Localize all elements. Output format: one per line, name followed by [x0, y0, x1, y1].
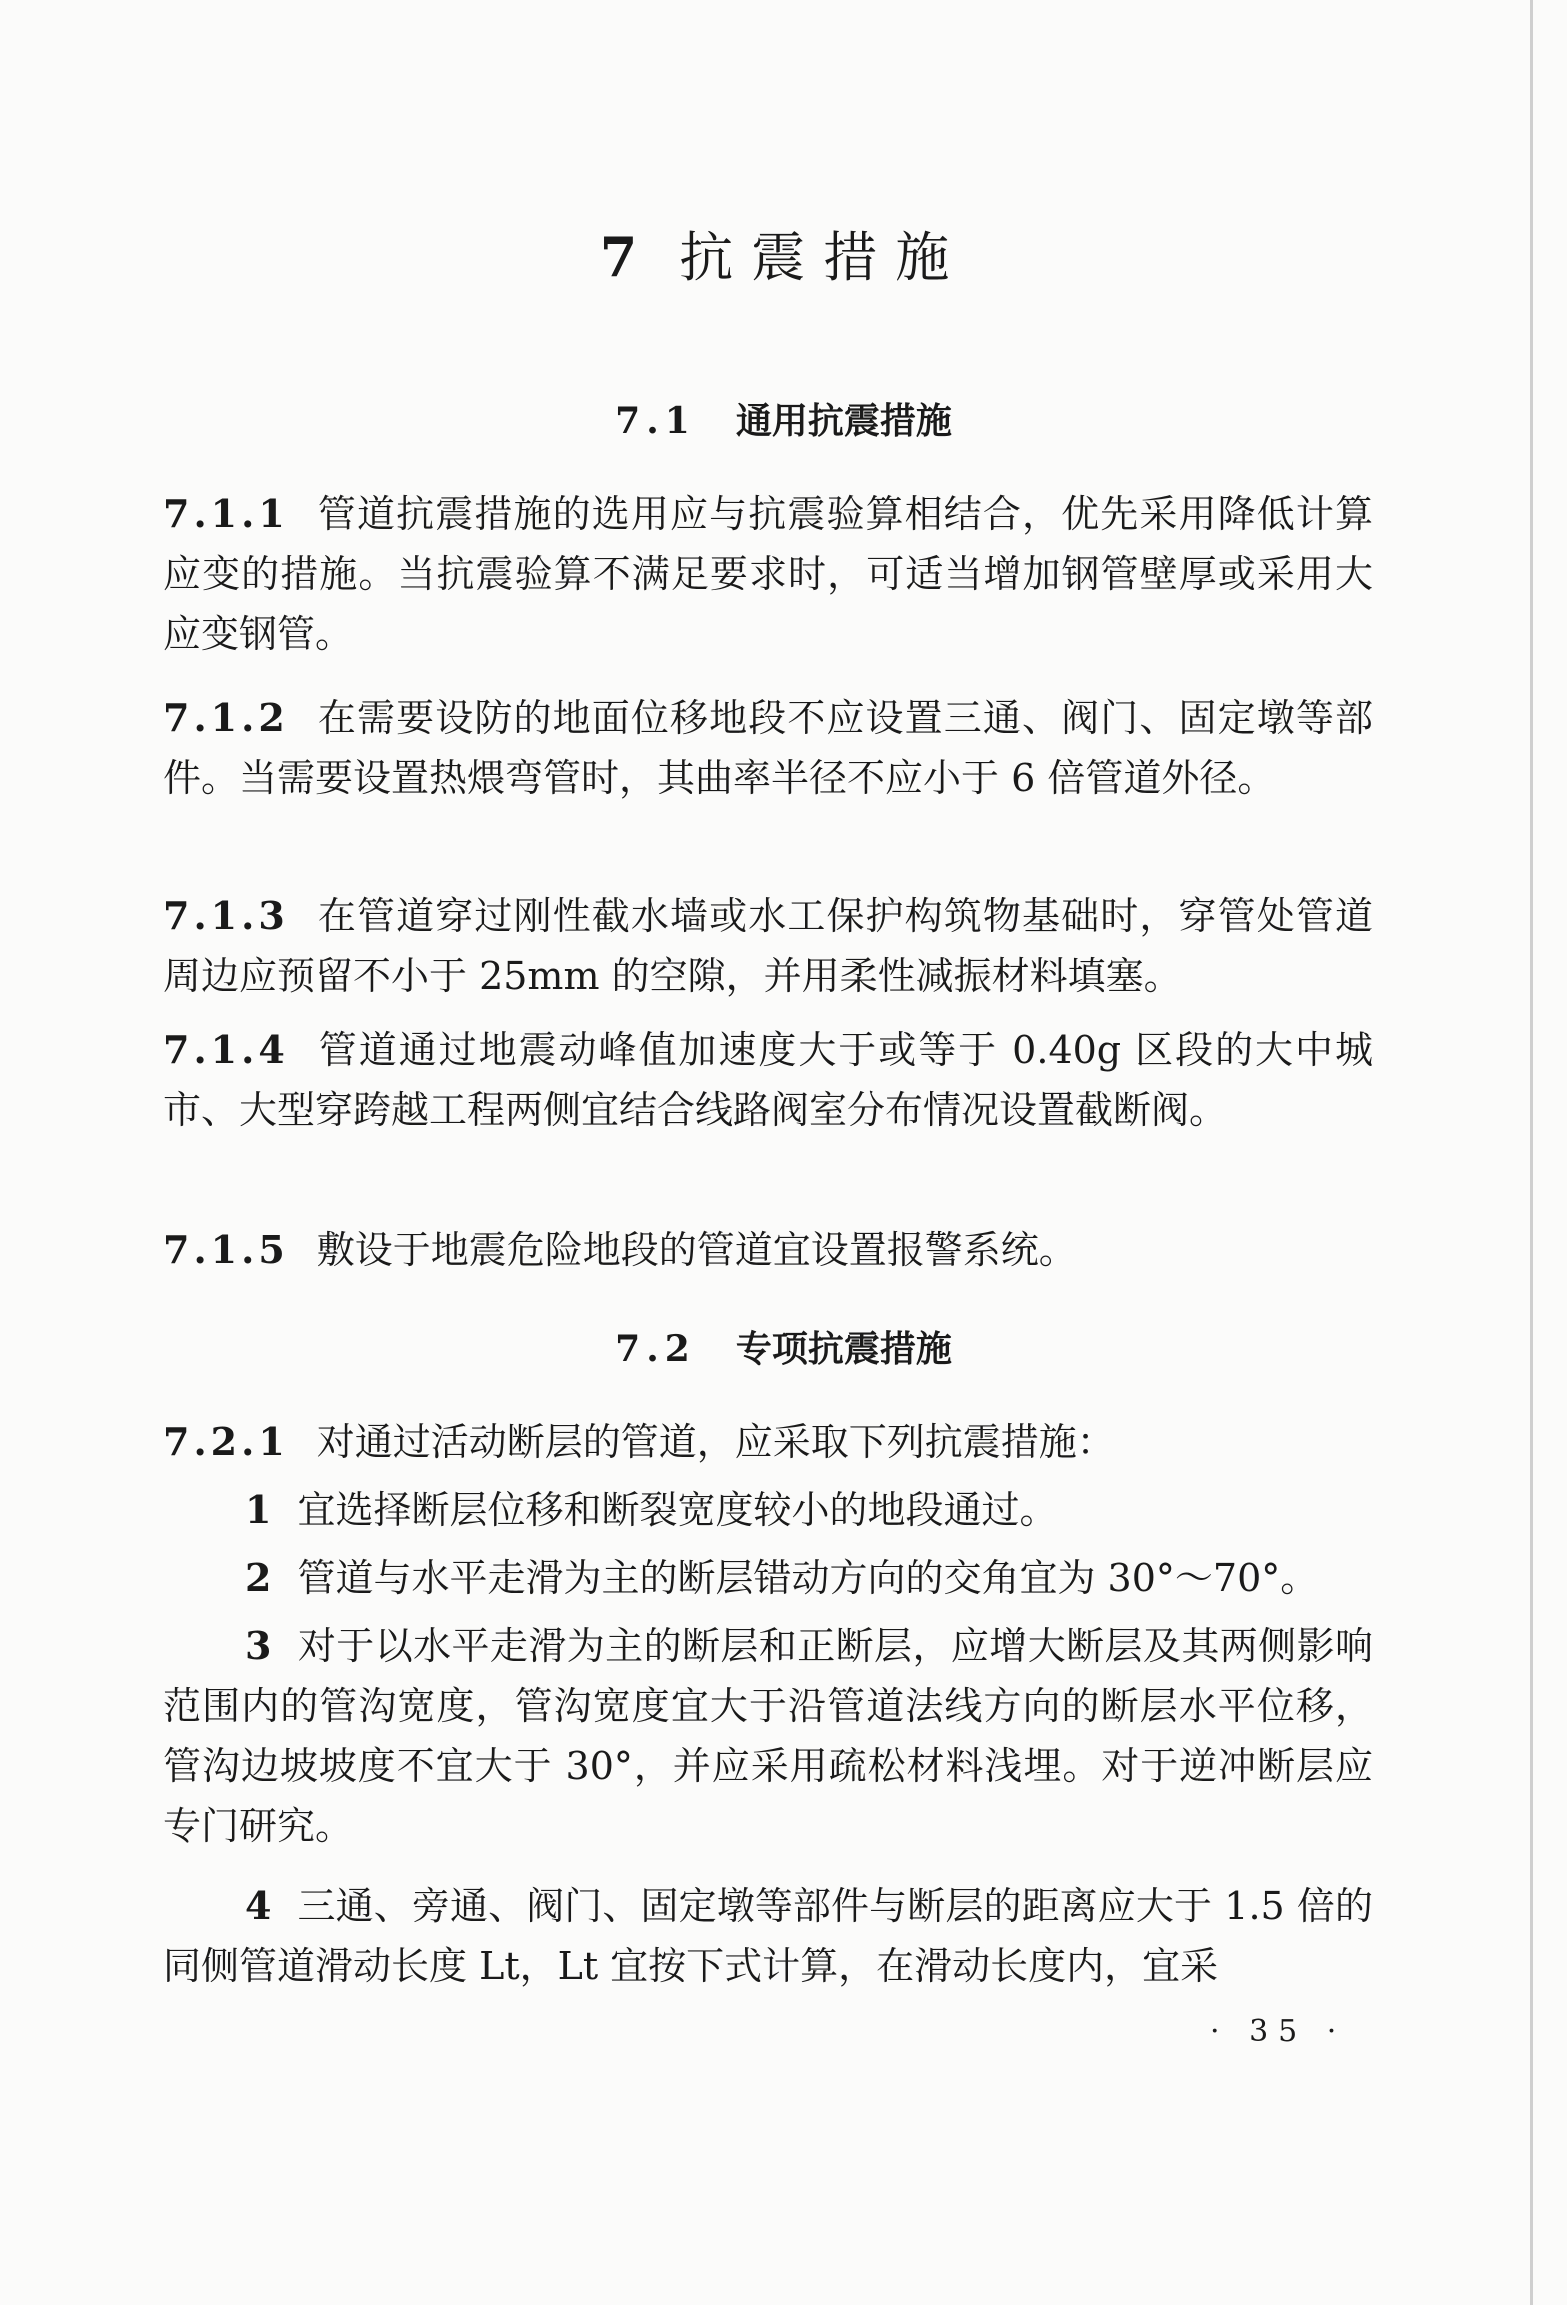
- clause-7-1-4: [163, 1020, 1373, 1140]
- clause-number: 7.2.1: [163, 1419, 289, 1464]
- clause-number: 7.1.3: [163, 893, 289, 938]
- list-item-2: [163, 1548, 1373, 1608]
- chapter-title-text: 抗震措施: [679, 226, 968, 289]
- section-title-text: 专项抗震措施: [735, 1329, 952, 1370]
- clause-text: 在管道穿过刚性截水墙或水工保护构筑物基础时，穿管处管道周边应预留不小于 25mm 的空隙，并用柔性减振材料填塞。: [163, 894, 1373, 998]
- clause-7-1-3: [163, 886, 1373, 1006]
- item-text: 对于以水平走滑为主的断层和正断层，应增大断层及其两侧影响范围内的管沟宽度，管沟宽度宜大于沿管道法线方向的断层水平位移，管沟边坡坡度不宜大于 30°，并应采用疏松材料浅埋。对于逆冲断层应专门研究。: [163, 1624, 1373, 1848]
- section-number: 7.2: [615, 1328, 696, 1370]
- clause-number: 7.1.2: [163, 695, 289, 740]
- section-title-7-1: [0, 393, 1567, 444]
- page-number: · 35 ·: [1210, 2014, 1347, 2049]
- list-item-4: [163, 1876, 1373, 1996]
- item-text: 三通、旁通、阀门、固定墩等部件与断层的距离应大于 1.5 倍的同侧管道滑动长度 Lt，Lt 宜按下式计算，在滑动长度内，宜采: [163, 1884, 1373, 1988]
- clause-number: 7.1.5: [163, 1227, 289, 1272]
- clause-7-1-5: [163, 1220, 1373, 1280]
- item-text: 宜选择断层位移和断裂宽度较小的地段通过。: [297, 1488, 1058, 1532]
- section-number: 7.1: [615, 400, 696, 442]
- section-title-7-2: [0, 1321, 1567, 1372]
- page-edge-line: [1530, 0, 1533, 2305]
- clause-text: 管道通过地震动峰值加速度大于或等于 0.40g 区段的大中城市、大型穿跨越工程两侧宜结合线路阀室分布情况设置截断阀。: [163, 1028, 1373, 1132]
- item-number: 4: [245, 1883, 272, 1928]
- clause-7-1-2: [163, 688, 1373, 808]
- list-item-3: [163, 1616, 1373, 1856]
- chapter-number: 7: [599, 225, 656, 289]
- section-title-text: 通用抗震措施: [735, 401, 952, 442]
- clause-text: 敷设于地震危险地段的管道宜设置报警系统。: [316, 1228, 1077, 1272]
- clause-number: 7.1.4: [163, 1027, 289, 1072]
- clause-number: 7.1.1: [163, 491, 289, 536]
- chapter-title: [0, 215, 1567, 292]
- clause-text: 管道抗震措施的选用应与抗震验算相结合，优先采用降低计算应变的措施。当抗震验算不满足要求时，可适当增加钢管壁厚或采用大应变钢管。: [163, 492, 1373, 656]
- item-number: 2: [245, 1555, 272, 1600]
- clause-text: 对通过活动断层的管道，应采取下列抗震措施：: [316, 1420, 1115, 1464]
- item-number: 1: [245, 1487, 272, 1532]
- clause-7-2-1: [163, 1412, 1373, 1472]
- clause-7-1-1: [163, 484, 1373, 664]
- list-item-1: [163, 1480, 1373, 1540]
- item-text: 管道与水平走滑为主的断层错动方向的交角宜为 30°～70°。: [297, 1556, 1319, 1600]
- clause-text: 在需要设防的地面位移地段不应设置三通、阀门、固定墩等部件。当需要设置热煨弯管时，其曲率半径不应小于 6 倍管道外径。: [163, 696, 1373, 800]
- item-number: 3: [245, 1623, 272, 1668]
